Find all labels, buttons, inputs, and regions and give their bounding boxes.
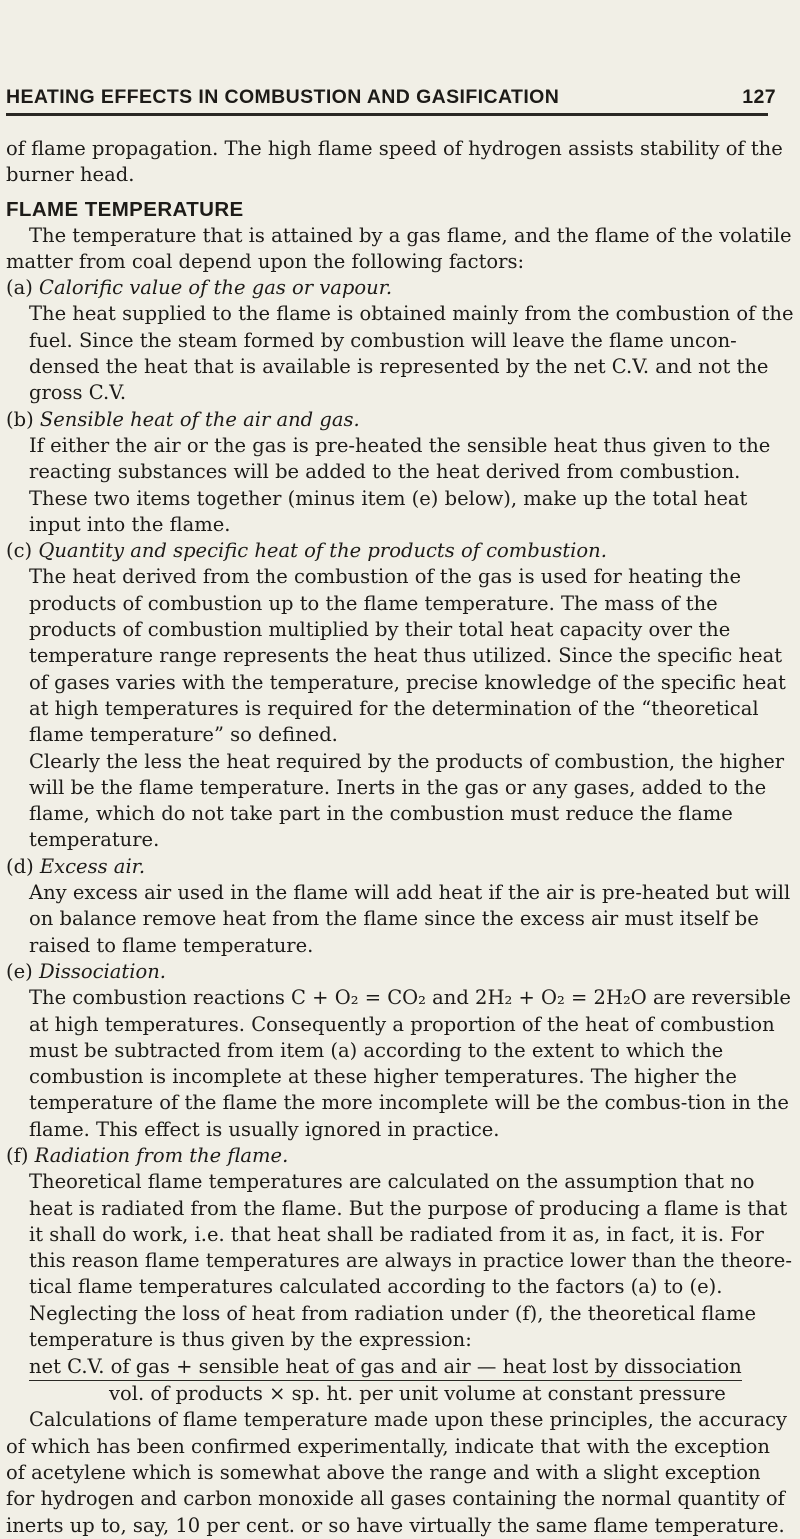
item-title-text: Excess air.: [39, 854, 146, 878]
formula-numerator: net C.V. of gas + sensible heat of gas and air — heat lost by dissociation: [29, 1355, 742, 1381]
closing-paragraph: Calculations of flame temperature made upon these principles, the accuracy of which has been confirmed experimentally, indicate that with the exception of acetylene which is somewhat above the range and with a slight exception for hydrogen and carbon monoxide all gases containing the normal quantity of inerts up to, say, 10 per cent. or so have virtually the same flame temperature.: [6, 1408, 788, 1537]
intro-paragraph: The temperature that is attained by a gas flame, and the flame of the volatile matter from coal depend upon the following factors:: [6, 223, 792, 273]
running-head-title: HEATING EFFECTS IN COMBUSTION AND GASIFICATION: [6, 86, 560, 108]
list-item-paragraph: If either the air or the gas is pre-heated the sensible heat thus given to the reacting substances will be added to the heat derived from combustion. These two items together (minus item (e) below), make up the total heat input into the flame.: [29, 433, 771, 536]
item-title-text: Radiation from the flame.: [34, 1143, 289, 1167]
item-label: (c): [6, 539, 33, 563]
item-label: (a): [6, 276, 33, 300]
page-body: [6, 136, 794, 1539]
opening-paragraph: of flame propagation. The high flame speed of hydrogen assists stability of the burner head.: [6, 137, 783, 187]
item-title-text: Dissociation.: [38, 959, 166, 983]
list-item-title: [6, 538, 794, 564]
list-item-title: [6, 1143, 794, 1169]
item-label: (f): [6, 1143, 29, 1167]
list-item-title: [6, 407, 794, 433]
header-rule: [6, 113, 768, 116]
list-item-paragraph: Theoretical flame temperatures are calculated on the assumption that no heat is radiated from the flame. But the purpose of producing a flame is that it shall do work, i.e. that heat shall be radiated from it as, in fact, it is. For this reason flame temperatures are always in practice lower than the theore-tical flame temperatures calculated according to the factors (a) to (e). Neglecting the loss of heat from radiation under (f), the theoretical flame temperature is thus given by the expression:: [29, 1170, 792, 1352]
item-label: (d): [6, 854, 34, 878]
running-head: [6, 86, 786, 114]
section-heading: FLAME TEMPERATURE: [6, 197, 244, 221]
item-label: (b): [6, 407, 34, 431]
formula-denominator: vol. of products × sp. ht. per unit volume at constant pressure: [109, 1382, 726, 1406]
list-item-title: [6, 275, 794, 301]
list-item-paragraph: Clearly the less the heat required by the products of combustion, the higher will be the flame temperature. Inerts in the gas or any gases, added to the flame, which do not take part in the combustion must reduce the flame temperature.: [29, 749, 785, 852]
item-label: (e): [6, 959, 33, 983]
flame-temperature-formula: [6, 1355, 794, 1407]
list-item-paragraph: Any excess air used in the flame will add heat if the air is pre-heated but will on balance remove heat from the flame since the excess air must itself be raised to flame temperature.: [29, 881, 791, 957]
list-item-title: [6, 959, 794, 985]
list-item-paragraph: The combustion reactions C + O₂ = CO₂ and 2H₂ + O₂ = 2H₂O are reversible at high temperatures. Consequently a proportion of the heat of combustion must be subtracted from item (a) according to the extent to which the combustion is incomplete at these higher temperatures. The higher the temperature of the flame the more incomplete will be the combus-tion in the flame. This effect is usually ignored in practice.: [29, 986, 791, 1141]
list-item-paragraph: The heat derived from the combustion of the gas is used for heating the products of combustion up to the flame temperature. The mass of the products of combustion multiplied by their total heat capacity over the temperature range represents the heat thus utilized. Since the specific heat of gases varies with the temperature, precise knowledge of the specific heat at high temperatures is required for the determination of the “theoretical flame temperature” so defined.: [29, 565, 786, 747]
list-item-paragraph: The heat supplied to the flame is obtained mainly from the combustion of the fuel. Since the steam formed by combustion will leave the flame uncon-densed the heat that is available is represented by the net C.V. and not the gross C.V.: [29, 302, 794, 405]
list-item-title: [6, 854, 794, 880]
page-number: 127: [742, 86, 776, 108]
item-title-text: Calorific value of the gas or vapour.: [39, 276, 393, 300]
item-title-text: Sensible heat of the air and gas.: [39, 407, 360, 431]
factor-list: [6, 275, 794, 1353]
item-title-text: Quantity and specific heat of the products of combustion.: [38, 539, 607, 563]
